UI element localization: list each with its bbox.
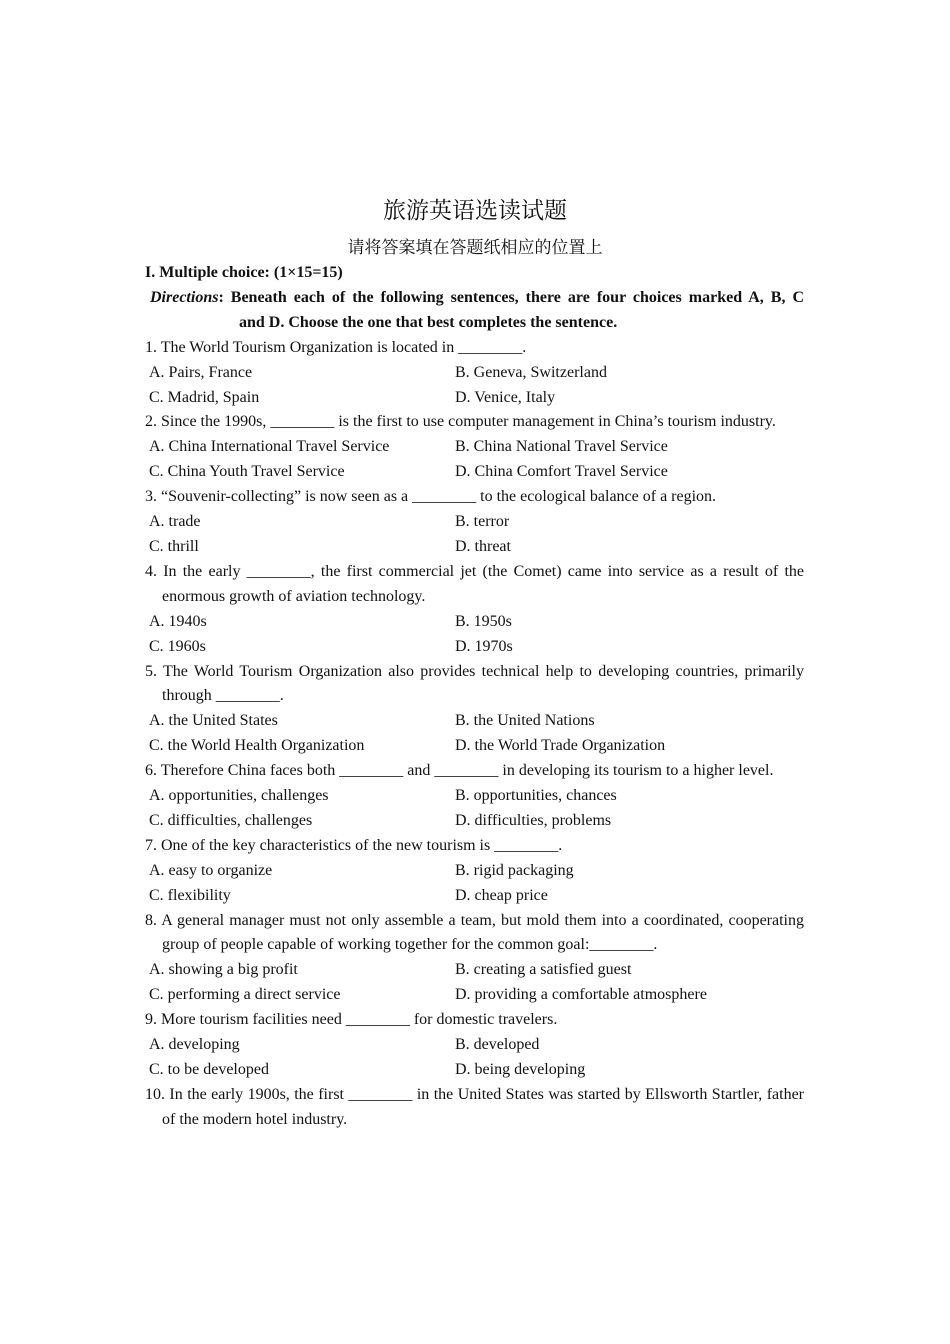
question-3: 3. “Souvenir-collecting” is now seen as a ________ to the ecological balance of a region. (145, 488, 717, 506)
options-row (145, 460, 804, 485)
option-b: B. China National Travel Service (455, 438, 668, 456)
option-a: A. easy to organize (149, 861, 273, 879)
option-a: A. 1940s (149, 612, 207, 630)
option-d: D. the World Trade Organization (455, 737, 666, 755)
option-c: C. to be developed (149, 1061, 269, 1078)
options-row (145, 361, 804, 386)
directions-line-1 (145, 286, 804, 311)
question-8: 8. A general manager must not only assemble a team, but mold them into a coordinated, cooperating group of people capable of working together for the common goal:________. (145, 911, 804, 954)
options-row (145, 709, 804, 734)
question-9: 9. More tourism facilities need ________ for domestic travelers. (145, 1011, 558, 1029)
option-c: C. difficulties, challenges (149, 811, 313, 829)
option-b: B. terror (455, 513, 510, 531)
exam-content (145, 261, 804, 1133)
option-a: A. showing a big profit (149, 961, 298, 979)
options-row (145, 610, 804, 635)
directions-label: Directions (150, 288, 219, 306)
options-row (145, 809, 804, 834)
options-row (145, 1033, 804, 1058)
options-row (145, 784, 804, 809)
option-a: A. the United States (149, 712, 278, 730)
option-c: C. thrill (149, 537, 199, 555)
options-row (145, 510, 804, 535)
option-c: C. the World Health Organization (149, 737, 365, 755)
option-b: B. 1950s (455, 612, 512, 630)
option-c: C. 1960s (149, 637, 206, 655)
option-d: D. providing a comfortable atmosphere (455, 986, 707, 1004)
option-a: A. trade (149, 513, 201, 531)
options-row (145, 635, 804, 660)
option-d: D. threat (455, 537, 511, 555)
question-2: 2. Since the 1990s, ________ is the first to use computer management in China’s tourism industry. (145, 413, 776, 431)
directions-line-2: and D. Choose the one that best completes the sentence. (239, 313, 618, 331)
section-heading: I. Multiple choice: (1×15=15) (145, 264, 343, 281)
options-row (145, 734, 804, 759)
options-row (145, 535, 804, 560)
options-row (145, 958, 804, 983)
option-b: B. creating a satisfied guest (455, 961, 632, 979)
option-d: D. China Comfort Travel Service (455, 463, 668, 481)
option-d: D. 1970s (455, 637, 513, 655)
option-b: B. opportunities, chances (455, 787, 617, 805)
option-c: C. performing a direct service (149, 986, 341, 1004)
question-4: 4. In the early ________, the first commercial jet (the Comet) came into service as a result of the enormous growth of aviation technology. (145, 562, 804, 605)
directions-text-1: : Beneath each of the following sentences, there are four choices marked A, B, C (218, 288, 804, 306)
question-10: 10. In the early 1900s, the first ________ in the United States was started by Ellsworth Startler, father of the modern hotel industry. (145, 1085, 804, 1128)
exam-subtitle: 请将答案填在答题纸相应的位置上 (347, 238, 603, 258)
options-row (145, 1058, 804, 1083)
option-c: C. China Youth Travel Service (149, 463, 345, 481)
option-d: D. difficulties, problems (455, 811, 612, 829)
question-1: 1. The World Tourism Organization is located in ________. (145, 338, 527, 356)
options-row (145, 386, 804, 411)
question-7: 7. One of the key characteristics of the new tourism is ________. (145, 836, 563, 854)
option-b: B. the United Nations (455, 712, 595, 730)
option-b: B. rigid packaging (455, 861, 574, 879)
option-d: D. being developing (455, 1061, 586, 1078)
option-c: C. Madrid, Spain (149, 388, 260, 406)
option-d: D. cheap price (455, 886, 548, 904)
options-row (145, 983, 804, 1008)
option-b: B. Geneva, Switzerland (455, 363, 607, 381)
options-row (145, 435, 804, 460)
options-row (145, 859, 804, 884)
option-a: A. developing (149, 1036, 240, 1054)
options-row (145, 884, 804, 909)
question-5: 5. The World Tourism Organization also provides technical help to developing countries, primarily through ________. (145, 662, 804, 705)
option-d: D. Venice, Italy (455, 388, 556, 406)
option-a: A. China International Travel Service (149, 438, 390, 456)
option-a: A. Pairs, France (149, 363, 253, 381)
exam-title: 旅游英语选读试题 (383, 198, 567, 224)
option-a: A. opportunities, challenges (149, 787, 329, 805)
question-6: 6. Therefore China faces both ________ and ________ in developing its tourism to a higher level. (145, 762, 774, 780)
option-c: C. flexibility (149, 886, 231, 904)
option-b: B. developed (455, 1036, 540, 1054)
